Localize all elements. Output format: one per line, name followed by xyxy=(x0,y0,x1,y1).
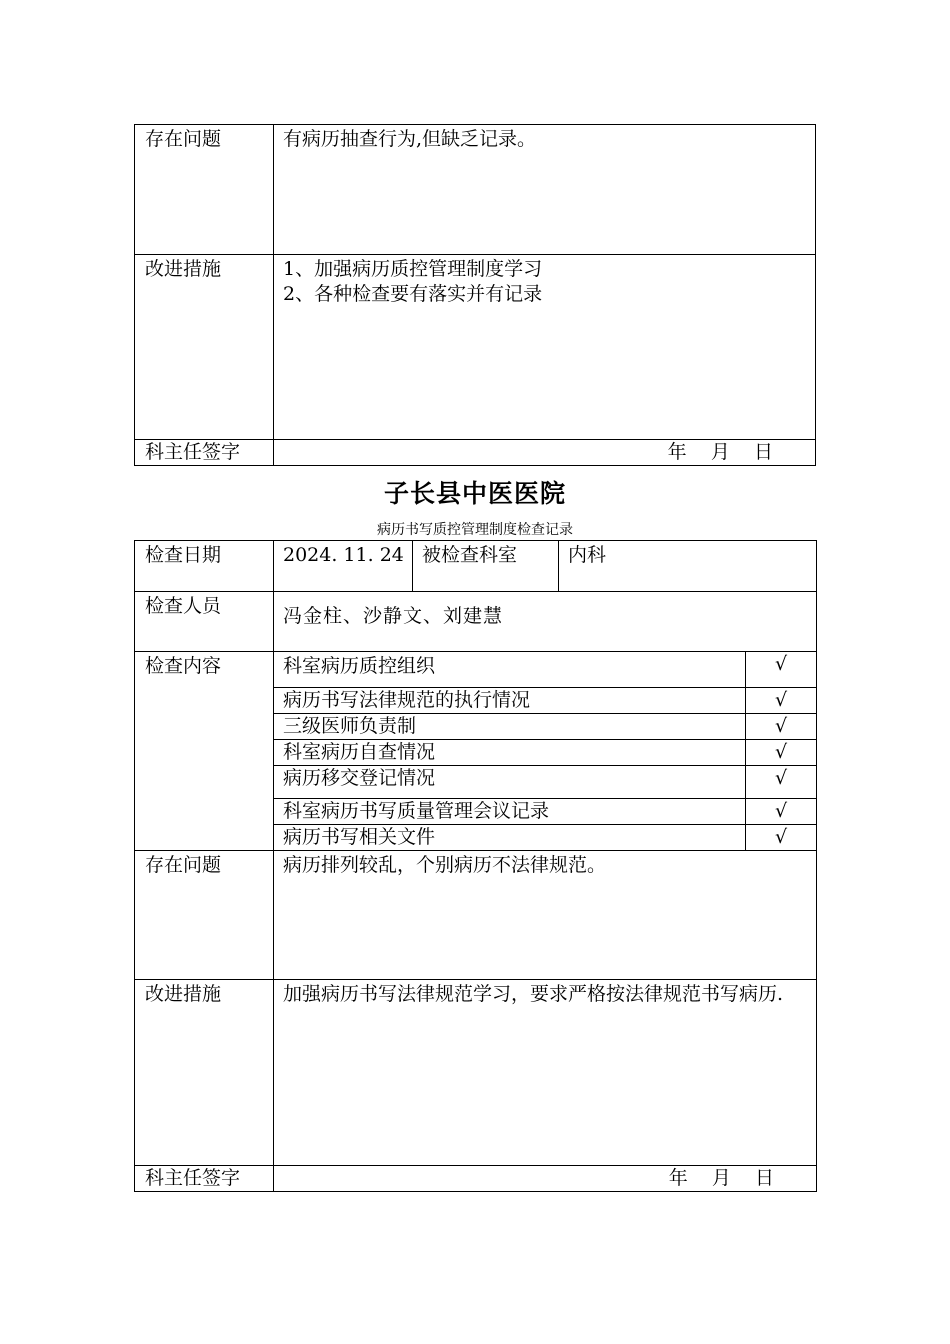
dept-label: 被检查科室 xyxy=(413,541,559,592)
inspectors-value: 冯金柱、沙静文、刘建慧 xyxy=(274,592,817,652)
problems-text: 病历排列较乱，个别病历不法律规范。 xyxy=(274,851,817,980)
date-label: 检查日期 xyxy=(135,541,274,592)
content-item: 科室病历书写质量管理会议记录 xyxy=(274,799,746,825)
content-label: 检查内容 xyxy=(135,652,274,851)
content-item: 三级医师负责制 xyxy=(274,714,746,740)
form-title: 病历书写质控管理制度检查记录 xyxy=(377,522,573,538)
measures-label: 改进措施 xyxy=(135,255,274,440)
content-item: 病历书写相关文件 xyxy=(274,825,746,851)
measures-text: 加强病历书写法律规范学习，要求严格按法律规范书写病历. xyxy=(274,980,817,1166)
problems-label: 存在问题 xyxy=(135,851,274,980)
problems-label: 存在问题 xyxy=(135,125,274,255)
inspection-record-table xyxy=(134,540,817,1192)
check-mark: √ xyxy=(746,766,817,799)
check-mark: √ xyxy=(746,714,817,740)
content-item: 病历书写法律规范的执行情况 xyxy=(274,688,746,714)
sign-label: 科主任签字 xyxy=(135,1166,274,1192)
previous-record-table xyxy=(134,124,816,466)
check-mark: √ xyxy=(746,652,817,688)
hospital-name: 子长县中医医院 xyxy=(383,479,566,508)
sign-label: 科主任签字 xyxy=(135,440,274,466)
check-mark: √ xyxy=(746,825,817,851)
content-item: 科室病历自查情况 xyxy=(274,740,746,766)
measure-line: 2、各种检查要有落实并有记录 xyxy=(283,283,543,305)
measures-text xyxy=(274,255,816,440)
sign-date: 年 月 日 xyxy=(274,440,816,466)
measures-label: 改进措施 xyxy=(135,980,274,1166)
check-mark: √ xyxy=(746,799,817,825)
problems-text: 有病历抽查行为,但缺乏记录。 xyxy=(274,125,816,255)
check-mark: √ xyxy=(746,740,817,766)
check-mark: √ xyxy=(746,688,817,714)
date-value: 2024. 11. 24 xyxy=(274,541,413,592)
content-item: 病历移交登记情况 xyxy=(274,766,746,799)
measure-line: 1、加强病历质控管理制度学习 xyxy=(283,258,543,280)
dept-value: 内科 xyxy=(559,541,817,592)
inspectors-label: 检查人员 xyxy=(135,592,274,652)
sign-date: 年 月 日 xyxy=(274,1166,817,1192)
content-item: 科室病历质控组织 xyxy=(274,652,746,688)
